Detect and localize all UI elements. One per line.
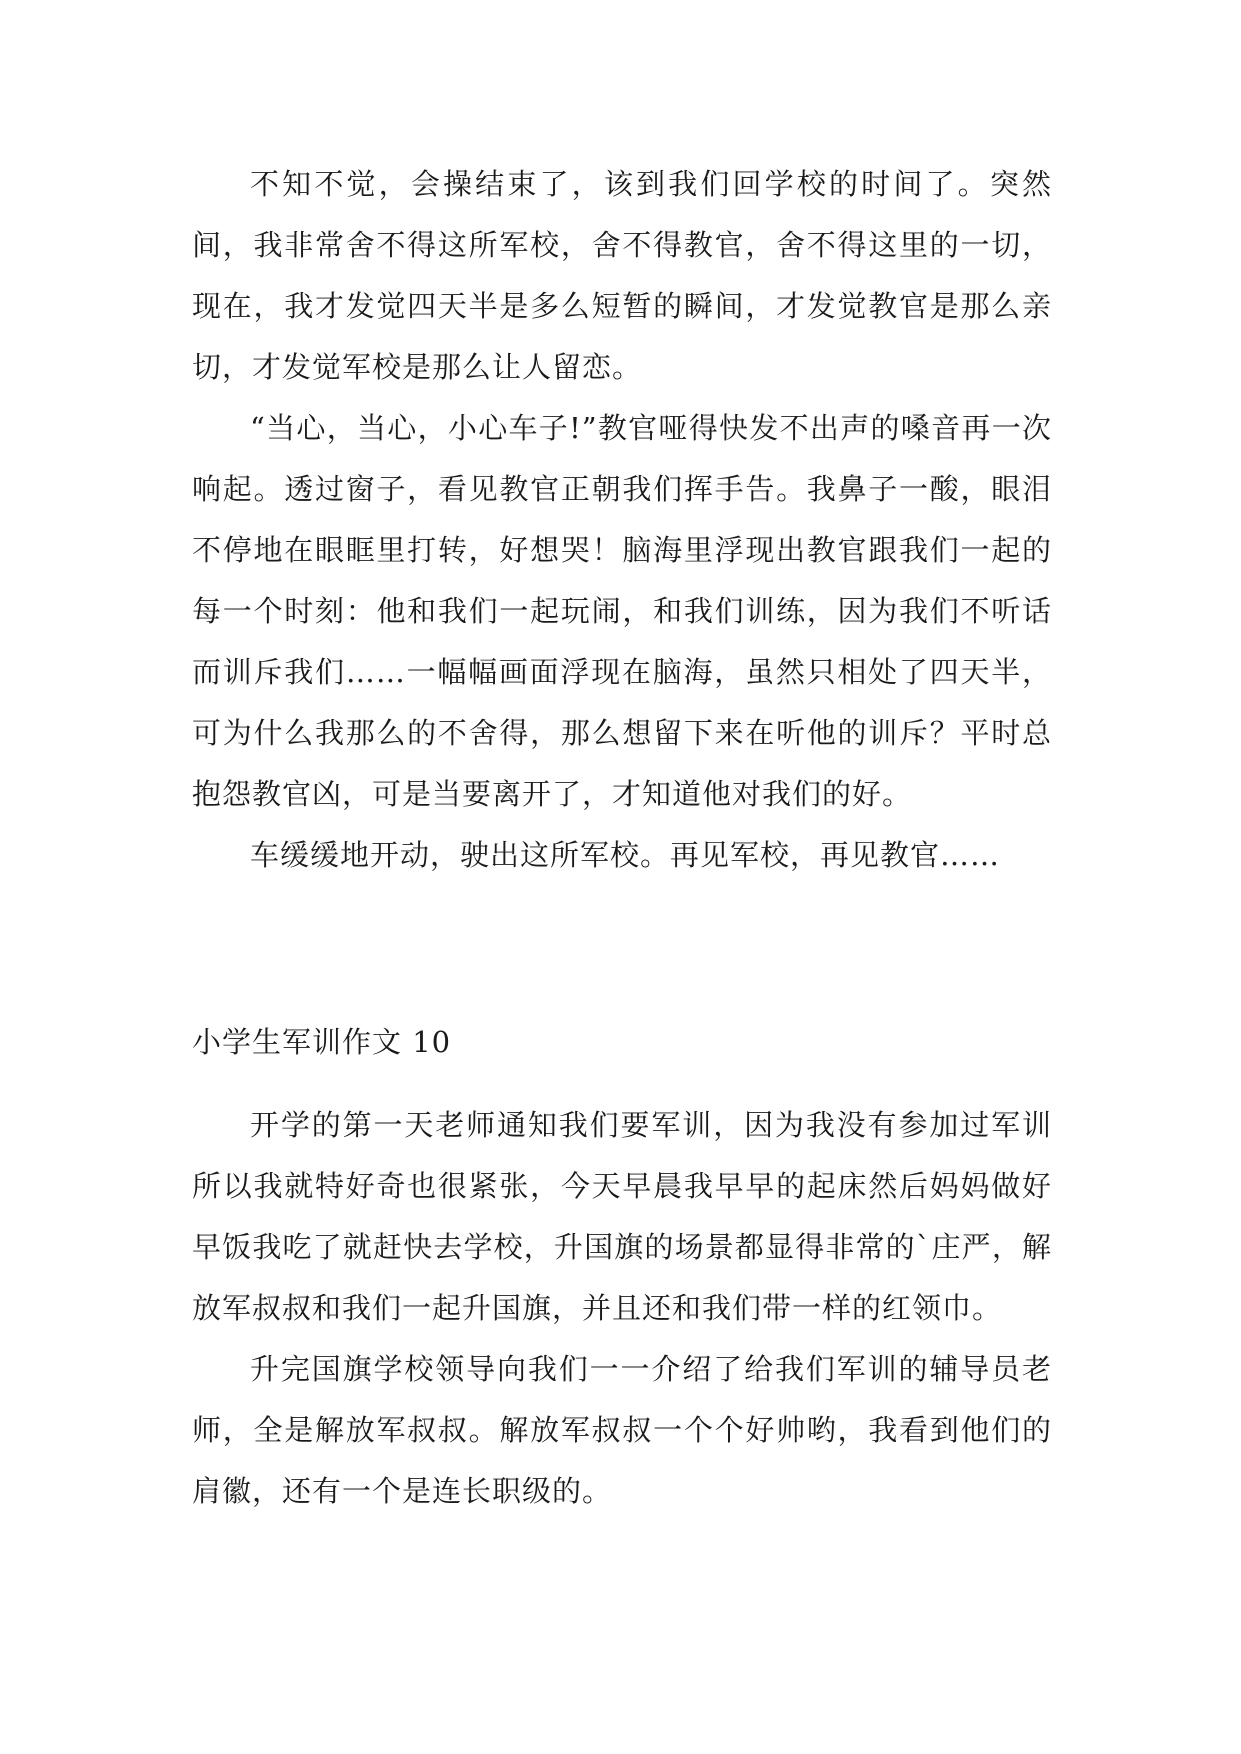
paragraph: 车缓缓地开动，驶出这所军校。再见军校，再见教官…… bbox=[250, 838, 1001, 872]
paragraph: 升完国旗学校领导向我们一一介绍了给我们军训的辅导员老师，全是解放军叔叔。解放军叔叔一个个好帅哟，我看到他们的肩徽，还有一个是连长职级的。 bbox=[192, 1352, 1052, 1508]
paragraph: 开学的第一天老师通知我们要军训，因为我没有参加过军训所以我就特好奇也很紧张，今天早晨我早早的起床然后妈妈做好早饭我吃了就赶快去学校，升国旗的场景都显得非常的`庄严，解放军叔叔和我们一起升国旗，并且还和我们带一样的红领巾。 bbox=[192, 1108, 1052, 1325]
paragraph: “当心，当心，小心车子!”教官哑得快发不出声的嗓音再一次响起。透过窗子，看见教官正朝我们挥手告。我鼻子一酸，眼泪不停地在眼眶里打转，好想哭！脑海里浮现出教官跟我们一起的每一个时刻：他和我们一起玩闹，和我们训练，因为我们不听话而训斥我们……一幅幅画面浮现在脑海，虽然只相处了四天半，可为什么我那么的不舍得，那么想留下来在听他的训斥？平时总抱怨教官凶，可是当要离开了，才知道他对我们的好。 bbox=[192, 411, 1052, 811]
section-one-body bbox=[192, 154, 1052, 886]
paragraph: 不知不觉，会操结束了，该到我们回学校的时间了。突然间，我非常舍不得这所军校，舍不得教官，舍不得这里的一切，现在，我才发觉四天半是多么短暂的瞬间，才发觉教官是那么亲切，才发觉军校是那么让人留恋。 bbox=[192, 167, 1052, 384]
section-heading: 小学生军训作文 10 bbox=[192, 1025, 452, 1059]
section-two-body bbox=[192, 1095, 1052, 1522]
